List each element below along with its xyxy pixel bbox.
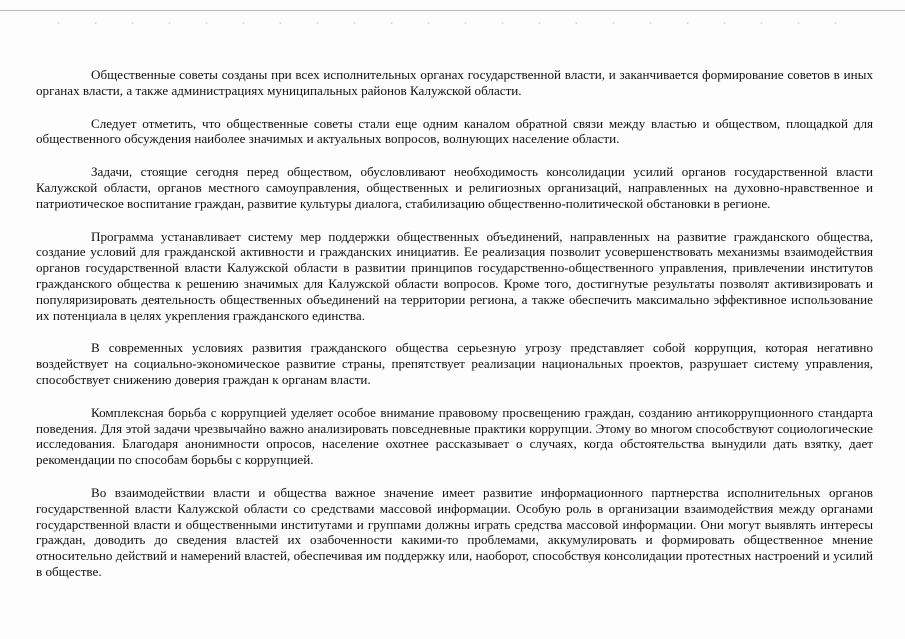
paragraph-program-measures: Программа устанавливает систему мер поддержки общественных объединений, направленных на развитие гражданского общества, создание условий для гражданской активности и гражданских инициатив. Ее реализация позволит усовершенствовать механизмы взаимодействия органов государственной власти Калужской области в развитии принципов государственно-общественного управления, привлечении институтов гражданского общества к решению значимых для Калужской области вопросов. Кроме того, достигнутые результаты позволят активизировать и популяризировать деятельность общественных объединений на территории региона, а также обеспечить максимально эффективное использование их потенциала в целях укрепления гражданского единства. [36, 228, 873, 323]
paragraph-corruption-threat: В современных условиях развития гражданского общества серьезную угрозу представляет собой коррупция, которая негативно воздействует на социально-экономическое развитие страны, препятствует реализации национальных проектов, разрушает систему управления, способствует снижению доверия граждан к органам власти. [36, 340, 873, 387]
scan-noise [40, 18, 870, 28]
paragraph-society-tasks: Задачи, стоящие сегодня перед обществом, обусловливают необходимость консолидации усилий органов государственной власти Калужской области, органов местного самоуправления, общественных и религиозных организаций, направленных на духовно-нравственное и патриотическое воспитание граждан, развитие культуры диалога, стабилизацию общественно-политической обстановки в регионе. [36, 164, 873, 211]
scan-top-edge [0, 10, 905, 11]
paragraph-media-partnership: Во взаимодействии власти и общества важное значение имеет развитие информационного партнерства исполнительных органов государственной власти Калужской области со средствами массовой информации. Особую роль в организации взаимодействия между органами государственной власти и общественными институтами и группами должны играть средства массовой информации. Они могут выявлять интересы граждан, доводить до сведения властей их озабоченности какими-то проблемами, аккумулировать и формировать общественное мнение относительно действий и намерений властей, обеспечивая им поддержку или, наоборот, способствуя консолидации протестных настроений и усилий в обществе. [36, 484, 873, 579]
paragraph-anticorruption-struggle: Комплексная борьба с коррупцией уделяет особое внимание правовому просвещению граждан, созданию антикоррупционного стандарта поведения. Для этой задачи чрезвычайно важно анализировать повседневные практики коррупции. Этому во многом способствуют социологические исследования. Благодаря анонимности опросов, население охотнее рассказывает о случаях, когда обстоятельства вынудили дать взятку, дает рекомендации по способам борьбы с коррупцией. [36, 404, 873, 468]
document-body [36, 67, 873, 597]
paragraph-feedback-channel: Следует отметить, что общественные советы стали еще одним каналом обратной связи между властью и обществом, площадкой для общественного обсуждения наиболее значимых и актуальных вопросов, волнующих население области. [36, 115, 873, 147]
paragraph-public-councils: Общественные советы созданы при всех исполнительных органах государственной власти, и заканчивается формирование советов в иных органах власти, а также администрациях муниципальных районов Калужской области. [36, 67, 873, 98]
